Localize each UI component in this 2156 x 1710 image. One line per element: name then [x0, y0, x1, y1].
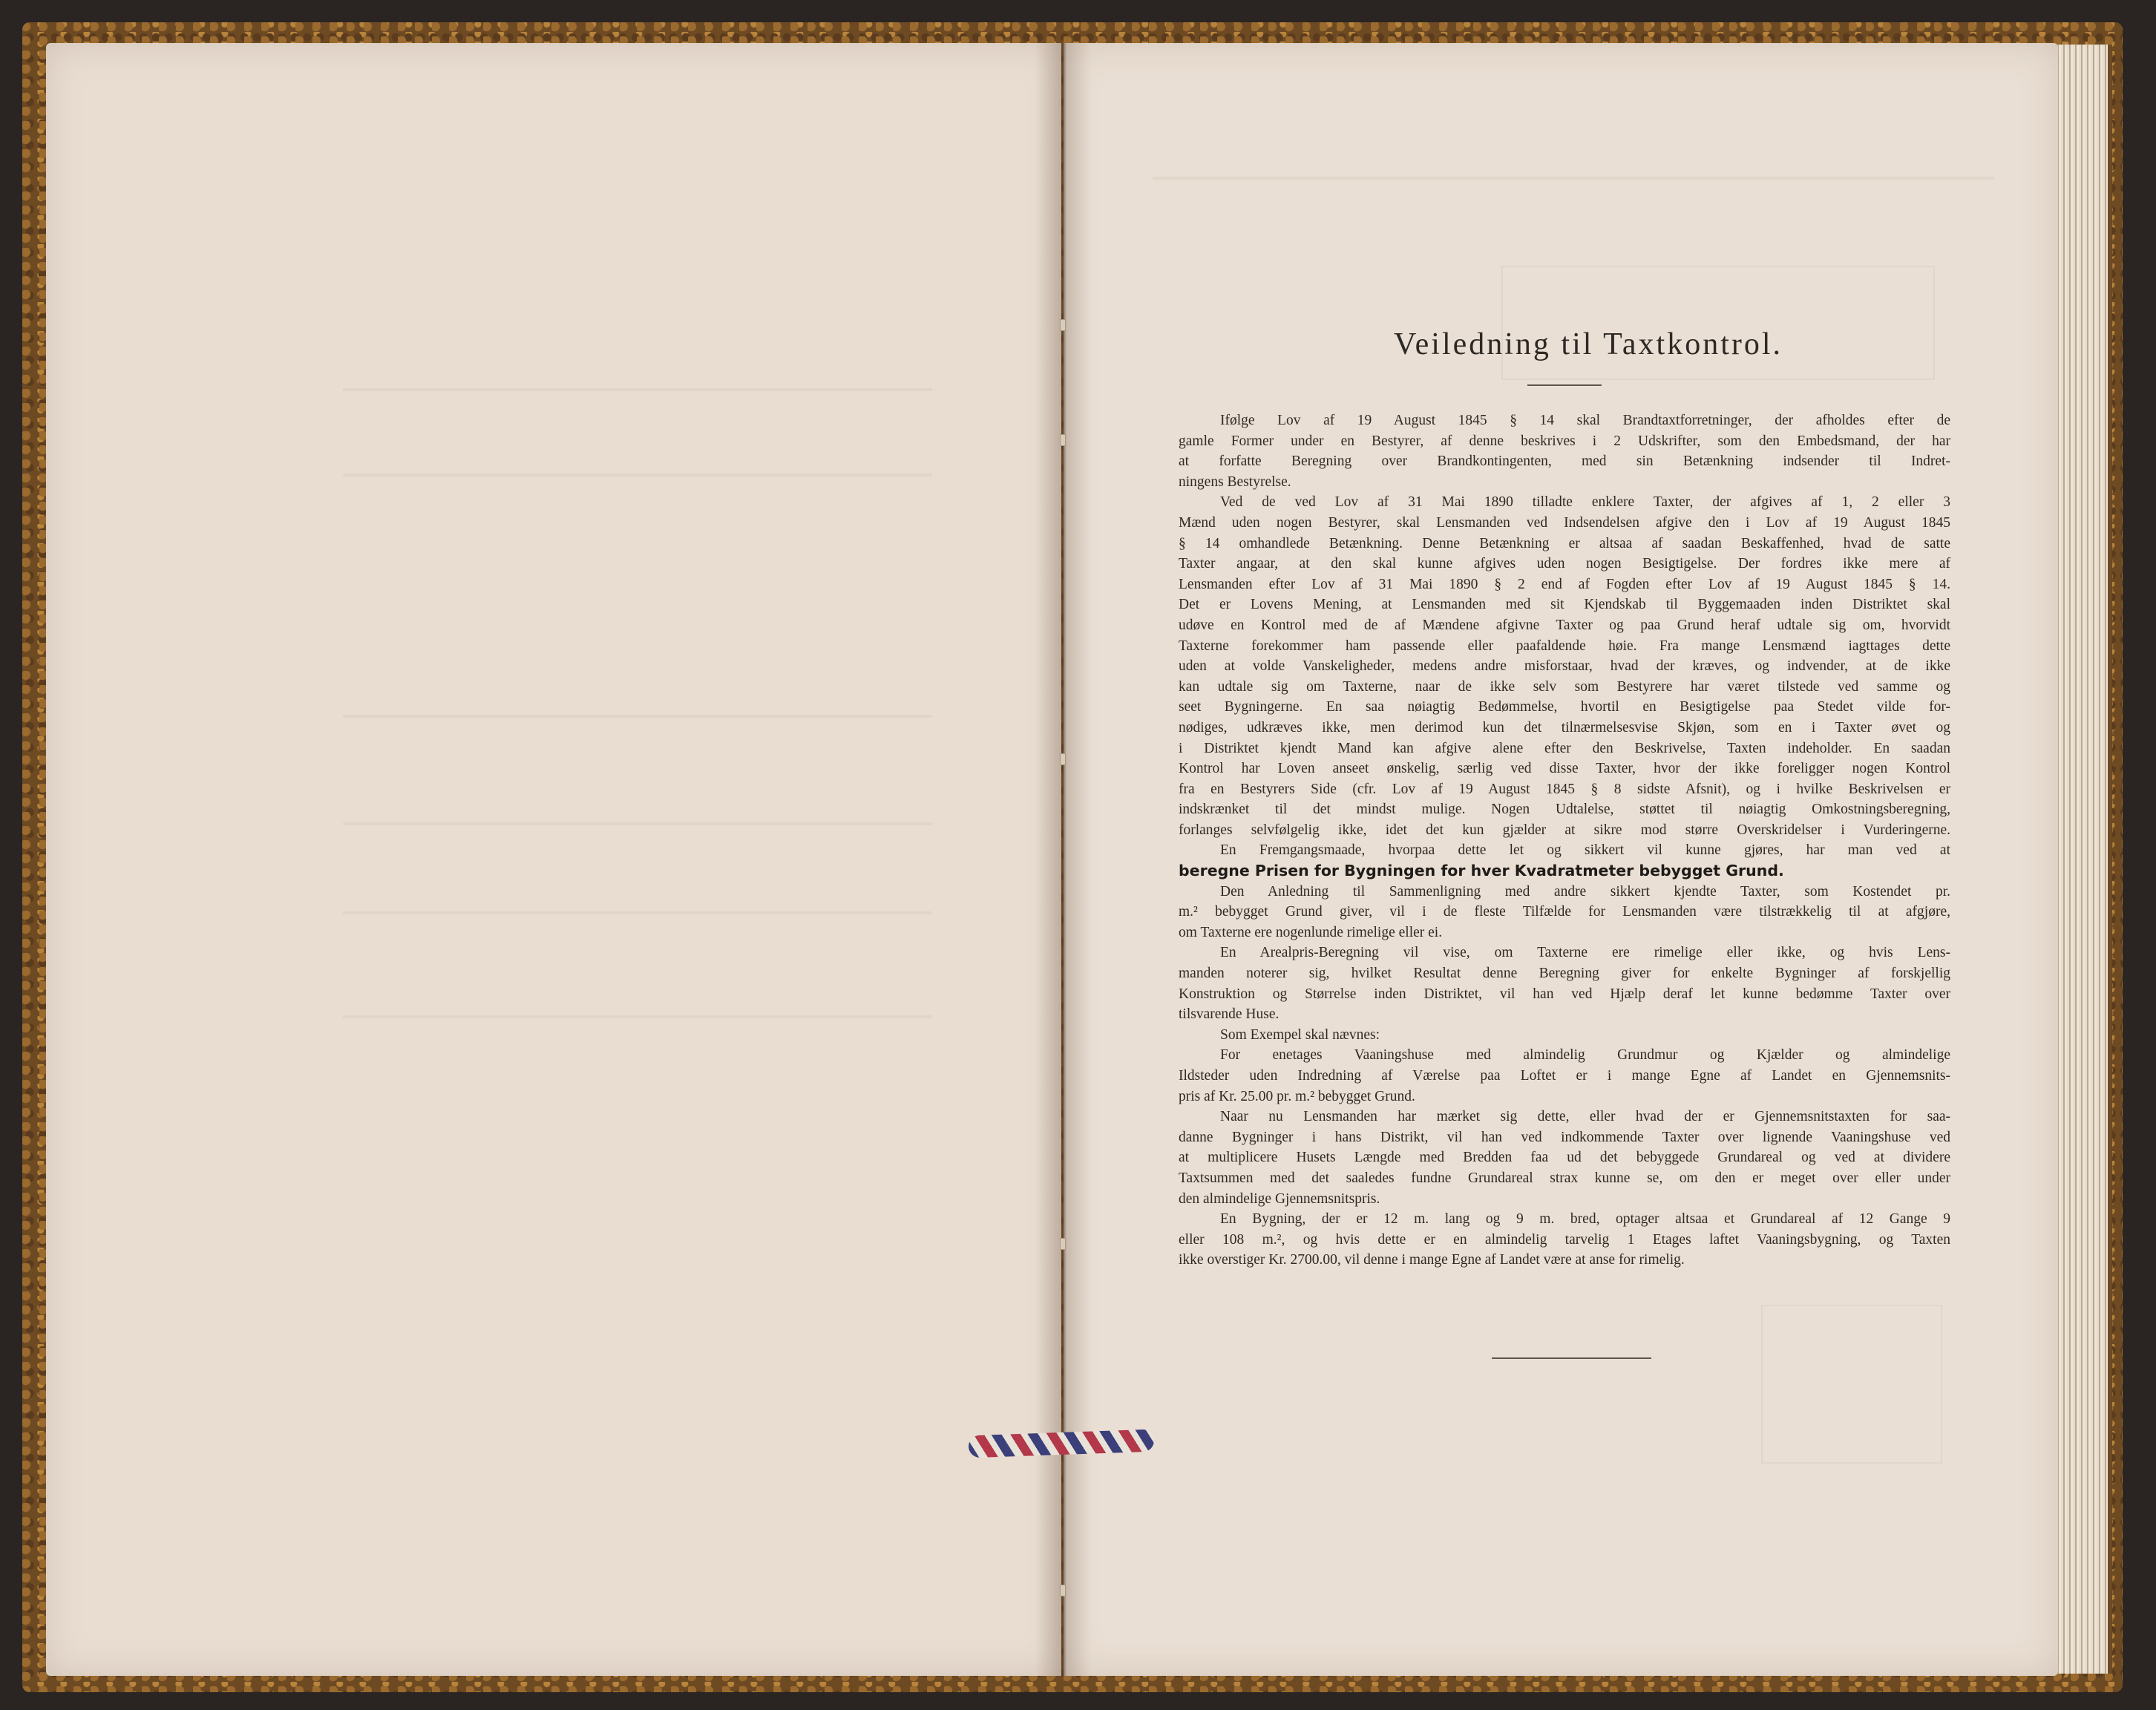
text-line: manden noterer sig, hvilket Resultat denne Beregning giver for enkelte Bygninger af forskjellig [1179, 966, 1950, 982]
text-line: Ildsteder uden Indredning af Værelse paa Loftet er i mange Egne af Landet en Gjennemsnits- [1179, 1068, 1950, 1084]
text-line: Naar nu Lensmanden har mærket sig dette, eller hvad der er Gjennemsnitstaxten for saa- [1220, 1109, 1950, 1125]
binding-stitch [1060, 1238, 1066, 1250]
closing-rule [1492, 1357, 1651, 1359]
binding-stitch [1060, 753, 1066, 765]
bleed-through-rule [343, 388, 932, 391]
text-line: Lensmanden efter Lov af 31 Mai 1890 § 2 end af Fogden efter Lov af 19 August 1845 § 14. [1179, 576, 1950, 592]
text-line: nødiges, udkræves ikke, men derimod kun det tilnærmelsesvise Skjøn, som en i Taxter øvet og [1179, 719, 1950, 736]
text-line: om Taxterne ere nogenlunde rimelige eller ei. [1179, 924, 1443, 940]
text-line: Som Exempel skal nævnes: [1220, 1026, 1380, 1043]
text-line: Kontrol har Loven anseet ønskelig, særlig ved disse Taxter, hvor der ikke foreligger nogen Kontrol [1179, 761, 1950, 777]
text-line: i Distriktet kjendt Mand kan afgive alene efter den Beskrivelse, Taxten indeholder. En saadan [1179, 740, 1950, 756]
text-line: tilsvarende Huse. [1179, 1006, 1279, 1023]
bleed-through-rule [343, 474, 932, 476]
text-line: En Bygning, der er 12 m. lang og 9 m. bred, optager altsaa et Grundareal af 12 Gange 9 [1220, 1211, 1950, 1228]
text-line: En Arealpris-Beregning vil vise, om Taxterne ere rimelige eller ikke, og hvis Lens- [1220, 945, 1950, 961]
text-line: Taxtsummen med det saaledes fundne Grundareal strax kunne se, om den er meget over eller under [1179, 1170, 1950, 1186]
binding-stitch [1060, 1585, 1066, 1596]
left-page [46, 43, 1061, 1676]
text-line: Ved de ved Lov af 31 Mai 1890 tilladte enklere Taxter, der afgives af 1, 2 eller 3 [1220, 494, 1950, 511]
text-line: gamle Former under en Bestyrer, af denne beskrives i 2 Udskrifter, som den Embedsmand, der har [1179, 433, 1950, 449]
text-line: ningens Bestyrelse. [1179, 474, 1291, 490]
bleed-through-rule [1153, 177, 1994, 180]
text-line: For enetages Vaaningshuse med almindelig Grundmur og Kjælder og almindelige [1220, 1047, 1950, 1064]
text-line: ikke overstiger Kr. 2700.00, vil denne i mange Egne af Landet være at anse for rimelig. [1179, 1252, 1685, 1268]
text-line: Taxter angaar, at den skal kunne afgives uden nogen Besigtigelse. Der fordres ikke mere af [1179, 556, 1950, 572]
text-line: Mænd uden nogen Bestyrer, skal Lensmanden ved Indsendelsen afgive den i Lov af 19 August 1845 [1179, 514, 1950, 531]
text-line: Det er Lovens Mening, at Lensmanden med sit Kjendskab til Byggemaaden inden Distriktet skal [1179, 597, 1950, 613]
text-line: indskrænket til det mindst mulige. Nogen Udtalelse, støttet til nøiagtig Omkostningsberegning, [1179, 802, 1950, 818]
text-line: udøve en Kontrol med de af Mændene afgivne Taxter og paa Grund heraf udtale sig om, hvorvidt [1179, 617, 1950, 633]
bleed-through-line [328, 318, 922, 347]
binding-stitch [1060, 434, 1066, 446]
binding-stitch [1060, 319, 1066, 331]
text-line: forlanges selvfølgelig ikke, idet det kun gjælder at sikre mod større Overskridelser i Vurderingerne. [1179, 822, 1950, 838]
text-line: Taxterne forekommer ham passende eller paafaldende høie. Fra mange Lensmænd iagttages dette [1179, 638, 1950, 654]
text-line: seet Bygningerne. En saa nøiagtig Bedømmelse, hvortil en Besigtigelse paa Stedet vilde for- [1179, 699, 1950, 715]
bleed-through-box [1501, 266, 1935, 380]
bleed-through-rule [343, 1015, 932, 1018]
bleed-through-rule [343, 715, 932, 718]
text-line: at forfatte Beregning over Brandkontingenten, med sin Betænkning indsender til Indret- [1179, 453, 1950, 470]
text-line: beregne Prisen for Bygningen for hver Kvadratmeter bebygget Grund. [1179, 862, 1784, 880]
text-line: pris af Kr. 25.00 pr. m.² bebygget Grund. [1179, 1088, 1415, 1104]
text-line: En Fremgangsmaade, hvorpaa dette let og sikkert vil kunne gjøres, har man ved at [1220, 842, 1950, 859]
text-line: at multiplicere Husets Længde med Bredden faa ud det bebyggede Grundareal og ved at dividere [1179, 1150, 1950, 1166]
text-line: den almindelige Gjennemsnitspris. [1179, 1190, 1380, 1207]
text-line: Ifølge Lov af 19 August 1845 § 14 skal Brandtaxtforretninger, der afholdes efter de [1220, 413, 1950, 428]
text-line: danne Bygninger i hans Distrikt, vil han ved indkommende Taxter over lignende Vaaningshuse ved [1179, 1129, 1950, 1145]
text-line: § 14 omhandlede Betænkning. Denne Betænkning er altsaa af saadan Beskaffenhed, hvad de satte [1179, 535, 1950, 551]
bleed-through-rule [343, 911, 932, 914]
text-line: m.² bebygget Grund giver, vil i de fleste Tilfælde for Lensmanden være tilstrækkelig til at afgjøre, [1179, 904, 1950, 920]
text-line: eller 108 m.², og hvis dette er en almindelig tarvelig 1 Etages laftet Vaaningsbygning, og Taxten [1179, 1231, 1950, 1248]
page-title: Veiledning til Taxtkontrol. [1393, 327, 1783, 361]
guidance-text [1179, 410, 1950, 1271]
title-rule [1527, 384, 1602, 386]
bleed-through-rule [343, 822, 932, 825]
text-line: fra en Bestyrers Side (cfr. Lov af 19 August 1845 § 8 sidste Afsnit), og i hvilke Beskrivelsen er [1179, 781, 1950, 797]
bleed-through-box [1761, 1305, 1942, 1464]
text-line: uden at volde Vanskeligheder, medens andre misforstaar, hvad der kræves, og indvender, at de ikke [1179, 658, 1950, 675]
text-line: kan udtale sig om Taxterne, naar de ikke selv som Bestyrere har været tilstede ved samme og [1179, 678, 1950, 695]
text-line: Den Anledning til Sammenligning med andre sikkert kjendte Taxter, som Kostendet pr. [1220, 883, 1950, 900]
text-line: Konstruktion og Størrelse inden Distriktet, vil han ved Hjælp deraf let kunne bedømme Taxter over [1179, 986, 1950, 1002]
